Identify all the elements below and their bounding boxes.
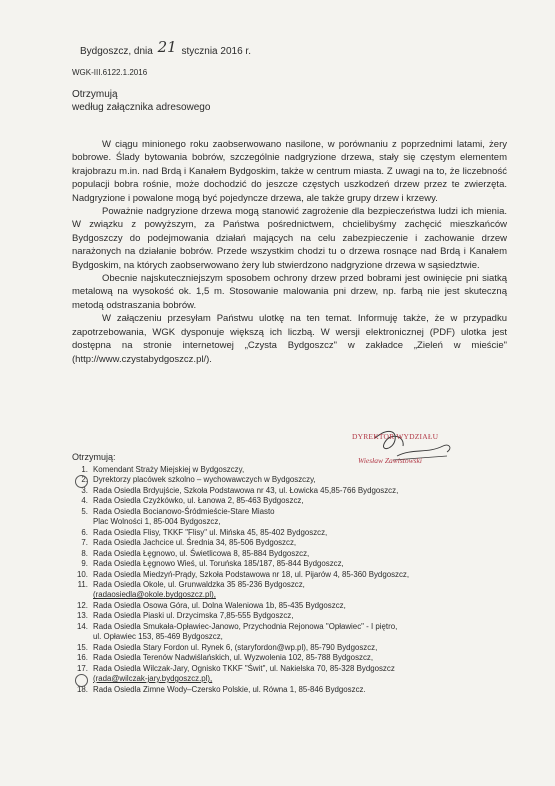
recipient-number: 17. xyxy=(77,663,88,673)
letter-date xyxy=(80,40,251,58)
body-paragraph-1: W ciągu minionego roku zaobserwowano nasilone, w porównaniu z poprzednimi latami, żery bobrowe. Ślady bytowania bobrów, szczególnie nadgryzione drzewa, stały się częstym elementem krajobrazu m.in. nad Brdą i Kanałem Bydgoskim, także w centrum miasta. Z uwagi na to, że liczebność populacji bobra rośnie, może dochodzić do jeszcze częstych uszkodzeń drzew przez te zwierzęta. Nadgryzione i powalone mogą być pojedyncze drzewa, ale także grupy drzew i krzewy. xyxy=(72,139,507,204)
recipients-heading: Otrzymują: xyxy=(72,452,116,462)
recipient-number: 1. xyxy=(81,465,88,474)
recipient-item xyxy=(68,517,508,527)
date-suffix: stycznia 2016 r. xyxy=(181,46,251,57)
handwritten-circle-mark xyxy=(75,674,88,687)
recipient-item xyxy=(68,622,508,632)
recipient-number: 12. xyxy=(77,600,88,610)
recipient-number xyxy=(68,590,93,600)
recipient-number: 15. xyxy=(77,642,88,652)
recipient-number: 7. xyxy=(81,538,88,548)
recipient-item xyxy=(68,653,508,663)
addressee-line-2: według załącznika adresowego xyxy=(72,102,211,113)
date-prefix: Bydgoszcz, dnia xyxy=(80,46,153,57)
recipient-text: Rada Osiedla Czyżkówko, ul. Łanowa 2, 85-463 Bydgoszcz, xyxy=(93,496,304,506)
body-paragraph-3: Obecnie najskuteczniejszym sposobem ochrony drzew przed bobrami jest owinięcie pni siatką metalową na wysokość ok. 1,5 m. Stosowanie malowania pni drzew, np. farbą nie jest skuteczną metodą odstraszania bobrów. xyxy=(72,273,507,311)
recipient-item xyxy=(68,674,508,684)
recipient-item xyxy=(68,496,508,506)
recipient-item xyxy=(68,486,508,496)
recipient-item xyxy=(68,611,508,621)
recipient-number: 16. xyxy=(77,653,88,663)
recipient-text: Rada Osiedla Jachcice ul. Średnia 34, 85-506 Bydgoszcz, xyxy=(93,538,297,548)
addressee-line-1: Otrzymują xyxy=(72,89,118,100)
recipient-text: Rada Osiedla Flisy, TKKF "Flisy" ul. Mińska 45, 85-402 Bydgoszcz, xyxy=(93,527,328,537)
recipient-text: Rada Osiedla Miedzyń-Prądy, Szkoła Podstawowa nr 18, ul. Pijarów 4, 85-360 Bydgoszcz, xyxy=(93,569,410,579)
recipient-item xyxy=(68,685,508,695)
recipient-item xyxy=(68,549,508,559)
recipients-list xyxy=(68,465,508,695)
recipient-text: Rada Osiedla Piaski ul. Drzycimska 7,85-555 Bydgoszcz, xyxy=(93,611,294,621)
recipient-text: Rada Osiedla Terenów Nadwiślańskich, ul. Wyzwolenia 102, 85-788 Bydgoszcz, xyxy=(93,653,374,663)
recipient-item xyxy=(68,528,508,538)
recipient-number: 8. xyxy=(81,548,88,558)
addressee-block xyxy=(72,88,210,114)
letter-body xyxy=(72,138,507,366)
reference-number: WGK-III.6122.1.2016 xyxy=(72,68,148,77)
recipient-number: 9. xyxy=(81,559,88,569)
recipient-item xyxy=(68,664,508,674)
recipient-item xyxy=(68,475,508,485)
recipient-number: 3. xyxy=(81,485,88,495)
recipient-text: Rada Osiedla Smukała-Opławiec-Janowo, Przychodnia Rejonowa "Opławiec" - I piętro, xyxy=(93,621,398,631)
recipient-text: Plac Wolności 1, 85-004 Bydgoszcz, xyxy=(93,517,221,527)
recipient-number: 2. xyxy=(81,475,88,485)
recipient-item xyxy=(68,559,508,569)
recipient-text: Komendant Straży Miejskiej w Bydgoszczy, xyxy=(93,465,245,474)
recipient-item xyxy=(68,507,508,517)
recipient-number: 4. xyxy=(81,496,88,506)
recipient-item xyxy=(68,538,508,548)
recipient-item xyxy=(68,465,508,475)
recipient-item xyxy=(68,632,508,642)
date-day-handwritten: 21 xyxy=(157,38,177,56)
recipient-number: 14. xyxy=(77,621,88,631)
recipient-text: Rada Osiedla Bocianowo-Śródmieście-Stare Miasto xyxy=(93,506,275,516)
recipient-number: 18. xyxy=(77,684,88,694)
recipient-item xyxy=(68,580,508,590)
recipient-text: Dyrektorzy placówek szkolno – wychowawczych w Bydgoszczy, xyxy=(93,475,316,485)
recipient-number xyxy=(68,632,93,642)
signature-title: DYREKTOR WYDZIAŁU xyxy=(352,432,439,441)
recipient-number: 11. xyxy=(77,579,88,589)
recipient-text: Rada Osiedla Wilczak-Jary, Ognisko TKKF "Świt", ul. Nakielska 70, 85-328 Bydgoszcz xyxy=(93,663,395,673)
recipient-number: 10. xyxy=(77,569,88,579)
body-paragraph-2: Poważnie nadgryzione drzewa mogą stanowić zagrożenie dla bezpieczeństwa ludzi ich mienia. W związku z powyższym, za Państwa pośrednictwem, chcielibyśmy zachęcić mieszkańców Bydgoszczy do podejmowania działań mających na celu zabezpieczenie i zachowanie drzew narażonych na działanie bobrów. Przede wszystkim chodzi tu o drzewa rosnące nad Brdą i Kanałem Bydgoskim, na których zaobserwowano żery lub stwierdzono nadgryzione drzewa w sąsiedztwie. xyxy=(72,206,507,271)
recipient-text: ul. Opławiec 153, 85-469 Bydgoszcz, xyxy=(93,632,223,642)
body-paragraph-4: W załączeniu przesyłam Państwu ulotkę na ten temat. Informuję także, że w przypadku zapotrzebowania, WGK dysponuje większą ich liczbą. W wersji elektronicznej (PDF) ulotka jest dostępna na stronie internetowej „Czysta Bydgoszcz" w zakładce „Zieleń w mieście" (http://www.czystabydgoszcz.pl/). xyxy=(72,313,507,365)
recipient-text: (rada@wilczak-jary.bydgoszcz.pl), xyxy=(93,674,213,684)
recipient-number: 5. xyxy=(81,506,88,516)
recipient-text: Rada Osiedla Zimne Wody–Czersko Polskie, ul. Równa 1, 85-846 Bydgoszcz. xyxy=(93,684,366,694)
recipient-number: 13. xyxy=(77,611,88,621)
recipient-number: 6. xyxy=(81,527,88,537)
recipient-text: Rada Osiedla Osowa Góra, ul. Dolna Waleniowa 1b, 85-435 Bydgoszcz, xyxy=(93,600,346,610)
recipient-text: Rada Osiedla Łęgnowo Wieś, ul. Toruńska 185/187, 85-844 Bydgoszcz, xyxy=(93,559,344,569)
signature-name: Wiesław Zawistowski xyxy=(358,456,422,465)
recipient-item xyxy=(68,601,508,611)
recipient-text: (radaosiedla@okole.bydgoszcz.pl), xyxy=(93,590,216,600)
recipient-text: Rada Osiedla Łęgnowo, ul. Świetlicowa 8, 85-884 Bydgoszcz, xyxy=(93,548,310,558)
handwritten-circle-mark xyxy=(75,475,88,488)
recipient-text: Rada Osiedla Brdyujście, Szkoła Podstawowa nr 43, ul. Łowicka 45,85-766 Bydgoszcz, xyxy=(93,485,399,495)
recipient-number xyxy=(68,517,93,527)
recipient-text: Rada Osiedla Okole, ul. Grunwaldzka 35 85-236 Bydgoszcz, xyxy=(93,579,305,589)
recipient-item xyxy=(68,570,508,580)
recipient-text: Rada Osiedla Stary Fordon ul. Rynek 6, (staryfordon@wp.pl), 85-790 Bydgoszcz, xyxy=(93,642,378,652)
recipient-item xyxy=(68,643,508,653)
recipient-item xyxy=(68,590,508,600)
